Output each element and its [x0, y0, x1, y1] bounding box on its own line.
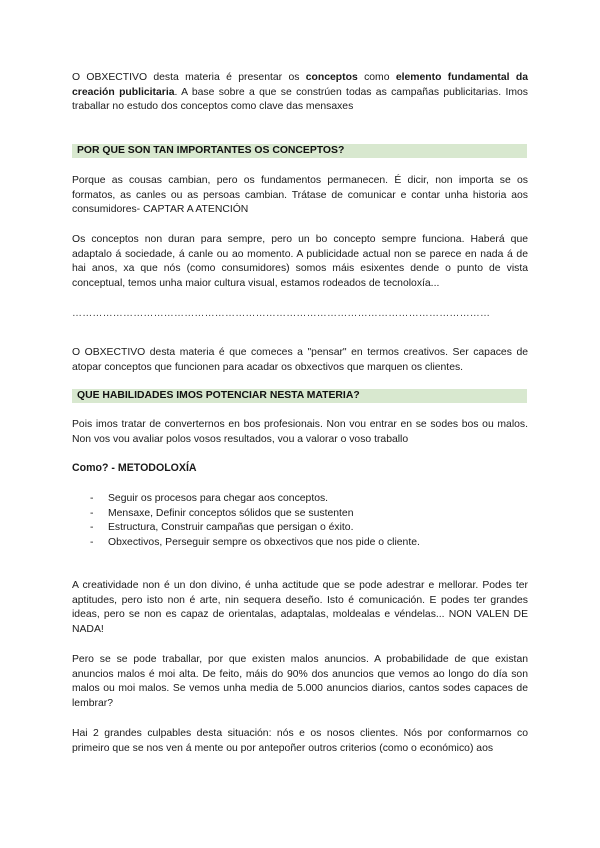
intro-text-2: como: [357, 72, 396, 83]
list-item: - Mensaxe, Definir conceptos sólidos que se sustenten: [72, 507, 528, 522]
section2-paragraph-4: Hai 2 grandes culpables desta situación: nós e os nosos clientes. Nós por conformarnos co primeiro que se nos ven á mente ou por antepoñer outros criterios (como o económico) aos: [72, 728, 528, 754]
list-item: - Seguir os procesos para chegar aos conceptos.: [72, 492, 528, 507]
dotted-separator: ……………………………………………………………………………………………………………: [72, 308, 491, 319]
section2-paragraph-1: Pois imos tratar de converternos en bos profesionais. Non vou entrar en se sodes bos ou malos. Non vos vou avaliar polos vosos resultados, vou a valorar o voso traballo: [72, 419, 528, 445]
list-item: - Estructura, Construir campañas que persigan o éxito.: [72, 521, 528, 536]
intro-text-1: O OBXECTIVO desta materia é presentar os: [72, 72, 306, 83]
intro-text-3: . A base sobre a que se constrúen todas as campañas publicitarias. Imos traballar no estudo dos conceptos como clave das mensaxes: [72, 86, 528, 113]
bullet-dash: -: [90, 507, 94, 519]
section2-paragraph-3: Pero se se pode traballar, por que existen malos anuncios. A probabilidade de que existan anuncios malos é moi alta. De feito, máis do 90% dos anuncios que vemos ao longo do día son malos ou moi malos. Se vemos unha media de 5.000 anuncios diarios, cantos sodes capaces de lembrar?: [72, 654, 528, 709]
section2-heading: QUE HABILIDADES IMOS POTENCIAR NESTA MATERIA?: [77, 390, 360, 401]
intro-paragraph: [72, 71, 528, 115]
bullet-dash: -: [90, 536, 94, 548]
methodology-subheading: Como? - METODOLOXÍA: [72, 462, 197, 474]
section1-paragraph-3: O OBXECTIVO desta materia é que comeces a "pensar" en termos creativos. Ser capaces de atopar conceptos que funcionen para acadar os obxectivos que marquen os clientes.: [72, 347, 528, 373]
section2-paragraph-2: A creatividade non é un don divino, é unha actitude que se pode adestrar e mellorar. Podes ter aptitudes, pero isto non é arte, nin sequera deseño. Isto é comunicación. E podes ter grandes ideas, pero se non es capaz de orientalas, adaptalas, moldealas e véndelas... NON VALEN DE NADA!: [72, 580, 528, 635]
bullet-dash: -: [90, 493, 94, 504]
list-item: - Obxectivos, Perseguir sempre os obxectivos que nos pide o cliente.: [72, 536, 528, 551]
intro-bold-element: elemento fundamental da creación publicitaria: [72, 72, 528, 98]
section1-paragraph-1: Porque as cousas cambian, pero os fundamentos permanecen. É dicir, non importa se os formatos, as canles ou as persoas cambian. Trátase de comunicar e contar unha historia aos consumidores- CAPTAR A ATENCIÓN: [72, 175, 528, 216]
section1-paragraph-2: Os conceptos non duran para sempre, pero un bo concepto sempre funciona. Haberá que adaptalo á sociedade, á canle ou ao momento. A publicidade actual non se parece en nada á de hai anos, xa que nós (como consumidores) somos máis esixentes dende o punto de vista conceptual, temos unha maior cultura visual, estamos rodeados de tecnoloxía...: [72, 234, 528, 289]
intro-bold-concepts: conceptos: [305, 72, 358, 83]
methodology-list: [72, 492, 528, 550]
section1-heading: POR QUE SON TAN IMPORTANTES OS CONCEPTOS?: [77, 145, 345, 156]
bullet-dash: -: [90, 522, 94, 534]
